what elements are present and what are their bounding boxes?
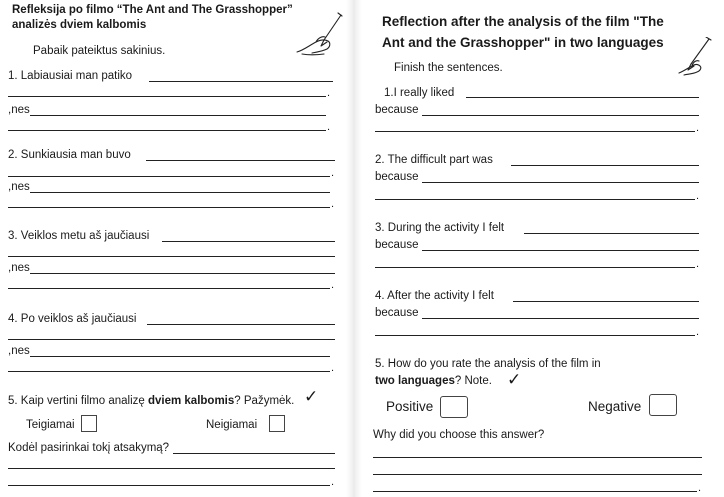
period: .: [327, 121, 331, 133]
answer-line[interactable]: [511, 165, 699, 166]
left-q4-label: 4. Po veiklos aš jaučiausi: [8, 313, 137, 325]
left-because-label: ,nes: [8, 345, 30, 357]
answer-line[interactable]: [8, 96, 326, 97]
period: .: [331, 279, 335, 291]
answer-line[interactable]: [8, 176, 330, 177]
left-why-label: Kodėl pasirinkai tokį atsakymą?: [8, 442, 170, 454]
answer-line[interactable]: [8, 288, 330, 289]
answer-line[interactable]: [173, 453, 335, 454]
answer-line[interactable]: [375, 131, 695, 132]
answer-line[interactable]: [375, 267, 695, 268]
period: .: [327, 87, 331, 99]
period: .: [698, 482, 702, 494]
period: .: [331, 362, 335, 374]
period: .: [696, 190, 700, 202]
answer-line[interactable]: [147, 324, 335, 325]
right-q4-label: 4. After the activity I felt: [375, 290, 494, 302]
right-instruction: Finish the sentences.: [394, 62, 503, 74]
right-positive-checkbox[interactable]: [440, 396, 468, 418]
answer-line[interactable]: [146, 160, 335, 161]
answer-line[interactable]: [422, 182, 699, 183]
right-title: Reflection after the analysis of the film "The Ant and the Grasshopper" in two languages: [382, 14, 664, 50]
hand-writing-icon: [294, 12, 346, 56]
checkmark-icon: ✓: [507, 370, 522, 389]
answer-line[interactable]: [30, 115, 326, 116]
answer-line[interactable]: [375, 335, 695, 336]
answer-line[interactable]: [8, 339, 335, 340]
period: .: [331, 198, 335, 210]
left-because-label: ,nes: [8, 181, 30, 193]
answer-line[interactable]: [8, 468, 335, 469]
right-positive-label: Positive: [386, 399, 434, 414]
left-negative-label: Neigiamai: [206, 419, 258, 431]
right-q5-label: 5. How do you rate the analysis of the film in: [375, 358, 601, 370]
answer-line[interactable]: [373, 457, 702, 458]
checkmark-icon: ✓: [304, 387, 319, 406]
answer-line[interactable]: [422, 250, 699, 251]
left-q5-label: 5. Kaip vertini filmo analizę dviem kalbomis? Pažymėk.: [8, 395, 295, 407]
answer-line[interactable]: [30, 356, 330, 357]
hand-writing-icon: [677, 37, 713, 77]
left-positive-label: Teigiamai: [26, 419, 75, 431]
answer-line[interactable]: [524, 233, 699, 234]
left-title: Refleksija po filmo “The Ant and The Grasshopper” analizės dviem kalbomis: [12, 4, 293, 31]
period: .: [331, 167, 335, 179]
right-why-label: Why did you choose this answer?: [373, 429, 545, 441]
answer-line[interactable]: [8, 207, 330, 208]
right-because-label: because: [375, 104, 419, 116]
answer-line[interactable]: [30, 273, 335, 274]
right-negative-checkbox[interactable]: [649, 394, 677, 416]
right-q2-label: 2. The difficult part was: [375, 154, 493, 166]
period: .: [331, 476, 335, 488]
answer-line[interactable]: [8, 371, 330, 372]
period: .: [696, 326, 700, 338]
answer-line[interactable]: [373, 474, 702, 475]
period: .: [696, 122, 700, 134]
left-q1-label: 1. Labiausiai man patiko: [8, 70, 133, 82]
answer-line[interactable]: [466, 97, 699, 98]
answer-line[interactable]: [375, 199, 695, 200]
answer-line[interactable]: [162, 241, 335, 242]
page-divider: [346, 0, 362, 497]
answer-line[interactable]: [513, 301, 699, 302]
answer-line[interactable]: [8, 256, 335, 257]
answer-line[interactable]: [422, 115, 699, 116]
right-because-label: because: [375, 171, 419, 183]
answer-line[interactable]: [422, 318, 699, 319]
answer-line[interactable]: [373, 491, 697, 492]
right-because-label: because: [375, 239, 419, 251]
right-q3-label: 3. During the activity I felt: [375, 222, 505, 234]
left-negative-checkbox[interactable]: [269, 415, 285, 432]
answer-line[interactable]: [8, 130, 326, 131]
answer-line[interactable]: [149, 81, 333, 82]
right-q5-label-line2: two languages? Note.: [375, 375, 492, 387]
period: .: [696, 258, 700, 270]
right-because-label: because: [375, 307, 419, 319]
left-positive-checkbox[interactable]: [81, 415, 97, 432]
answer-line[interactable]: [8, 485, 330, 486]
right-negative-label: Negative: [588, 399, 642, 414]
right-q1-label: 1.I really liked: [384, 87, 455, 99]
answer-line[interactable]: [30, 192, 330, 193]
left-q3-label: 3. Veiklos metu aš jaučiausi: [8, 230, 150, 242]
left-because-label: ,nes: [8, 262, 30, 274]
left-q2-label: 2. Sunkiausia man buvo: [8, 149, 131, 161]
left-instruction: Pabaik pateiktus sakinius.: [33, 45, 166, 57]
left-because-label: ,nes: [8, 104, 30, 116]
